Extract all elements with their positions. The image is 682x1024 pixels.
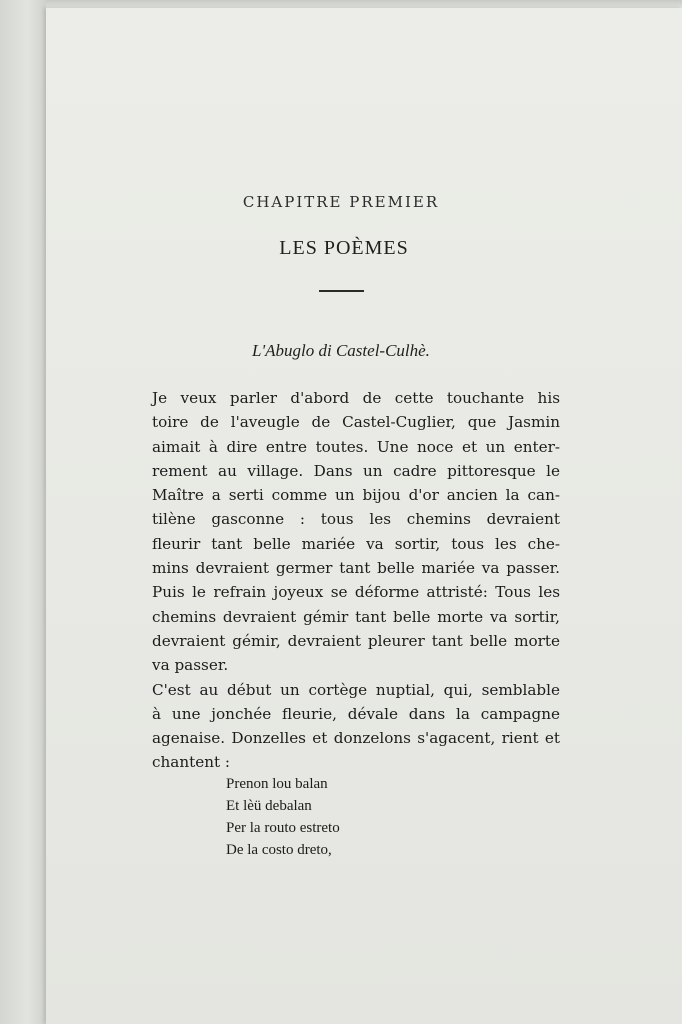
text-line: agenaise. Donzelles et donzelons s'agacent, rient et xyxy=(152,729,560,748)
text-line: va passer. xyxy=(152,656,229,675)
chapter-title: LES POÈMES xyxy=(279,237,409,259)
text-line: Maître a serti comme un bijou d'or ancien la can- xyxy=(152,486,560,505)
text-line: Je veux parler d'abord de cette touchante his xyxy=(152,389,560,407)
text-line: aimait à dire entre toutes. Une noce et un enter- xyxy=(152,437,560,456)
verse-block xyxy=(226,773,340,861)
text-line: devraient gémir, devraient pleurer tant belle morte xyxy=(152,631,560,650)
chapter-label: CHAPITRE PREMIER xyxy=(242,193,440,211)
body-text xyxy=(130,386,560,775)
text-line: à une jonchée fleurie, dévale dans la campagne xyxy=(152,704,560,723)
paragraph xyxy=(130,678,560,775)
verse-line: Prenon lou balan xyxy=(226,776,328,792)
text-line: fleurir tant belle mariée va sortir, tous les che- xyxy=(152,534,560,553)
text-line: chantent : xyxy=(152,753,231,772)
verse-line: De la costo dreto, xyxy=(226,842,332,858)
paragraph xyxy=(130,386,560,678)
text-line: chemins devraient gémir tant belle morte va sortir, xyxy=(152,607,560,626)
verse-line: Per la routo estreto xyxy=(226,820,340,836)
text-line: tilène gasconne : tous les chemins devraient xyxy=(152,510,560,529)
text-line: rement au village. Dans un cadre pittoresque le xyxy=(152,461,560,480)
section-title: L'Abuglo di Castel-Culhè. xyxy=(252,341,430,360)
text-line: toire de l'aveugle de Castel-Cuglier, que Jasmin xyxy=(152,413,560,432)
left-page-edge xyxy=(0,0,47,1024)
verse-line: Et lèü debalan xyxy=(226,798,312,814)
text-line: mins devraient germer tant belle mariée va passer. xyxy=(152,559,560,578)
text-line: C'est au début un cortège nuptial, qui, semblable xyxy=(152,680,560,699)
title-rule xyxy=(319,290,364,292)
text-line: Puis le refrain joyeux se déforme attristé: Tous les xyxy=(152,583,560,602)
